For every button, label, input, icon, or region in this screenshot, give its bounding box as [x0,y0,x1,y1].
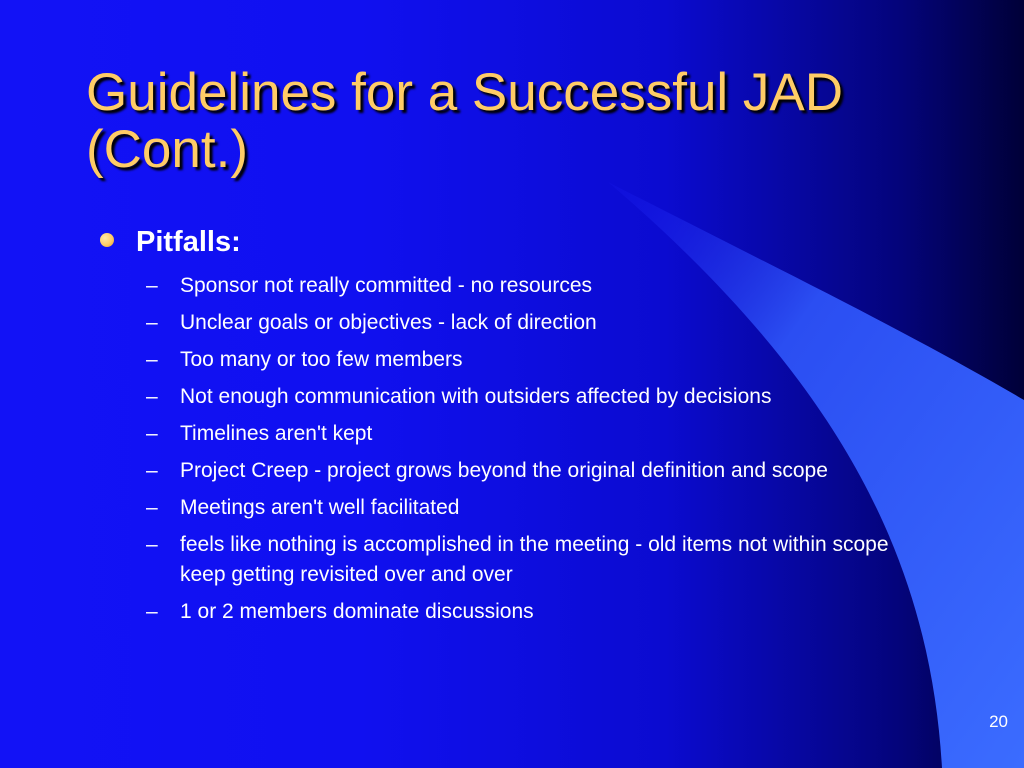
list-item [146,419,920,449]
main-bullet [100,226,920,259]
dash-icon: – [146,533,158,556]
dash-icon: – [146,422,158,445]
list-item [146,597,920,627]
list-item-text: Not enough communication with outsiders affected by decisions [180,385,772,408]
bullet-dot-icon [100,233,114,247]
list-item [146,271,920,301]
list-item [146,493,920,523]
list-item-text: Too many or too few members [180,348,463,371]
slide-title: Guidelines for a Successful JAD (Cont.) [86,63,844,179]
list-item-text: Project Creep - project grows beyond the original definition and scope [180,459,828,482]
list-item-text: Timelines aren't kept [180,422,373,445]
list-item-text: Meetings aren't well facilitated [180,496,460,519]
pitfalls-list [100,271,920,627]
list-item-text: Sponsor not really committed - no resources [180,274,593,297]
list-item [146,456,920,486]
list-item [146,345,920,375]
dash-icon: – [146,459,158,482]
list-item-text: feels like nothing is accomplished in the meeting - old items not within scope keep getting revisited over and over [180,533,889,586]
dash-icon: – [146,348,158,371]
dash-icon: – [146,311,158,334]
list-item-text: Unclear goals or objectives - lack of direction [180,311,597,334]
list-item [146,530,920,590]
dash-icon: – [146,385,158,408]
dash-icon: – [146,274,158,297]
main-bullet-label: Pitfalls: [136,226,241,258]
list-item [146,382,920,412]
dash-icon: – [146,600,158,623]
page-number: 20 [989,712,1008,731]
dash-icon: – [146,496,158,519]
slide-content [100,226,920,634]
list-item [146,308,920,338]
list-item-text: 1 or 2 members dominate discussions [180,600,534,623]
